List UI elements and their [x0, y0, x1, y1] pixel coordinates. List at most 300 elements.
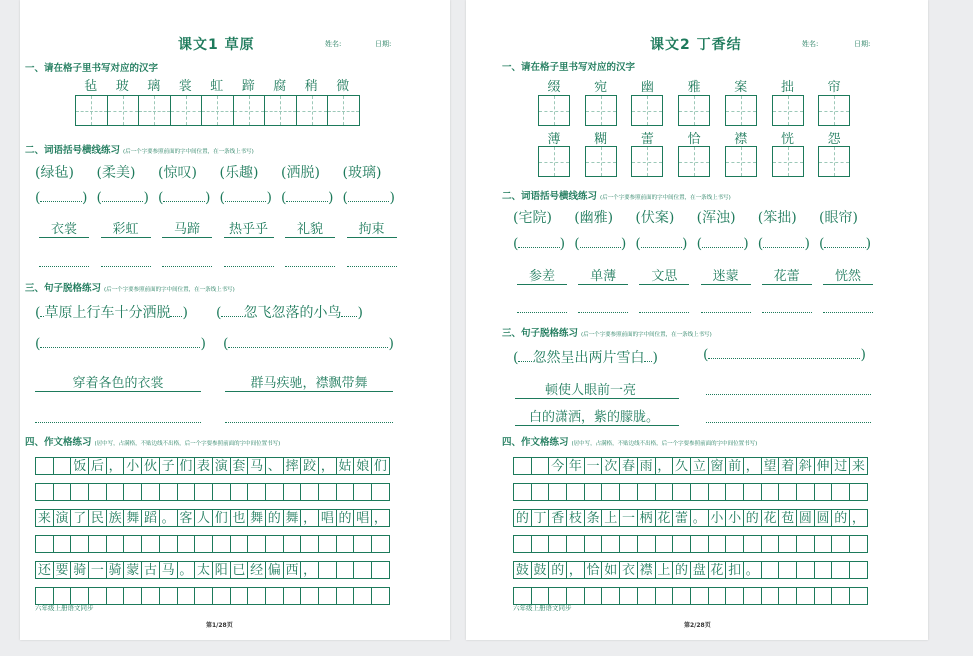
grid-cell: 鼓	[531, 561, 550, 579]
grid-cell	[35, 457, 54, 475]
footer-text: 六年级上册语文同步	[513, 604, 572, 612]
grid-cell	[336, 561, 355, 579]
grid-cell: 一	[619, 509, 638, 527]
grid-cell	[35, 535, 54, 553]
grid-cell	[194, 535, 213, 553]
writing-box	[585, 146, 617, 177]
grid-cell: 骑	[70, 561, 89, 579]
paren-word-text: 笨拙	[763, 210, 792, 226]
writing-box	[170, 95, 203, 126]
blank-line	[285, 266, 335, 267]
grid-cell	[637, 483, 656, 501]
writing-box	[772, 146, 804, 177]
grid-cell: 姑	[336, 457, 355, 475]
blank-line	[823, 312, 873, 313]
grid-cell	[548, 483, 567, 501]
grid-cell	[70, 483, 89, 501]
grid-cell: 花	[655, 509, 674, 527]
grid-cell	[655, 483, 674, 501]
grid-cell: 跤	[300, 457, 319, 475]
writing-box	[538, 95, 570, 126]
paren-word-text: 浑浊	[702, 210, 731, 226]
grid-cell	[814, 587, 833, 605]
empty-paren: ( )	[819, 236, 872, 252]
grid-cell: 的	[265, 509, 284, 527]
grid-cell: 鼓	[513, 561, 532, 579]
line-word: 参差	[517, 265, 567, 285]
section-3-heading: 三、句子脱格练习 (后一个字要参照前面的字中间位置，在一条线上书写)	[502, 328, 712, 339]
empty-paren: ( )	[223, 336, 394, 352]
grid-cell: ，	[655, 457, 674, 475]
grid-cell: 偏	[265, 561, 284, 579]
grid-cell: ，	[300, 561, 319, 579]
grid-cell: 摔	[283, 457, 302, 475]
grid-cell	[106, 483, 125, 501]
grid-cell	[778, 587, 797, 605]
grid-cell: 年	[566, 457, 585, 475]
paren-word-text: 乐趣	[224, 165, 253, 181]
grid-cell	[123, 587, 142, 605]
grid-cell: 来	[35, 509, 54, 527]
grid-row	[36, 535, 390, 553]
grid-cell	[194, 483, 213, 501]
empty-paren: ( )	[342, 190, 395, 206]
grid-cell	[849, 483, 868, 501]
paren-word: (洒脱)	[281, 165, 320, 181]
sentence-paren-1: ( 草原上行车十分洒脱 )	[35, 305, 188, 321]
worksheet-page-1	[20, 0, 450, 640]
grid-cell: 套	[230, 457, 249, 475]
blank-line	[578, 312, 628, 313]
grid-cell: 的	[513, 509, 532, 527]
grid-row	[514, 509, 868, 527]
grid-cell: 马	[159, 561, 178, 579]
empty-paren: ( )	[35, 190, 88, 206]
paren-word-text: 玻璃	[347, 165, 376, 181]
grid-cell: ，	[106, 457, 125, 475]
grid-cell: ，	[300, 509, 319, 527]
writing-box	[201, 95, 234, 126]
name-label: 姓名:	[802, 40, 819, 48]
grid-cell: 上	[655, 561, 674, 579]
grid-cell: 们	[177, 457, 196, 475]
grid-cell	[831, 535, 850, 553]
grid-cell	[619, 483, 638, 501]
grid-cell	[88, 483, 107, 501]
grid-cell	[743, 535, 762, 553]
paren-word: (宅院)	[513, 210, 552, 226]
grid-cell	[141, 535, 160, 553]
grid-cell	[566, 483, 585, 501]
grid-cell	[371, 483, 390, 501]
grid-cell	[778, 535, 797, 553]
grid-cell	[584, 535, 603, 553]
grid-cell: 子	[159, 457, 178, 475]
grid-cell	[619, 587, 638, 605]
char-label: 襟	[734, 132, 748, 147]
section-4-heading: 四、作文格练习 (居中写，占满格，不贴边线不出格，后一个字要参照前面的字中间位置书写)	[502, 437, 758, 448]
writing-box	[75, 95, 108, 126]
grid-cell	[230, 535, 249, 553]
name-label: 姓名:	[325, 40, 342, 48]
grid-cell	[637, 587, 656, 605]
grid-cell	[814, 561, 833, 579]
char-label: 怨	[827, 132, 841, 147]
grid-cell: 舞	[283, 509, 302, 527]
grid-cell	[88, 535, 107, 553]
sentence-line-1: 穿着各色的衣裳	[35, 372, 201, 392]
line-word: 彩虹	[101, 218, 151, 238]
grid-cell	[690, 483, 709, 501]
grid-cell	[353, 561, 372, 579]
grid-cell: 要	[53, 561, 72, 579]
grid-cell: ，	[566, 561, 585, 579]
grid-cell: 枝	[566, 509, 585, 527]
grid-cell: 小	[708, 509, 727, 527]
grid-cell: 雨	[637, 457, 656, 475]
grid-cell	[318, 535, 337, 553]
footer-text: 六年级上册语文同步	[35, 604, 94, 612]
grid-cell	[194, 587, 213, 605]
grid-cell: 斜	[796, 457, 815, 475]
grid-cell: 骑	[106, 561, 125, 579]
grid-cell	[513, 483, 532, 501]
grid-cell	[247, 587, 266, 605]
line-word: 恍然	[823, 265, 873, 285]
grid-cell	[318, 587, 337, 605]
blank-line	[639, 312, 689, 313]
grid-cell	[672, 535, 691, 553]
grid-cell	[247, 483, 266, 501]
grid-cell: 们	[371, 457, 390, 475]
grid-cell: ，	[849, 509, 868, 527]
grid-cell: 。	[690, 509, 709, 527]
blank-line	[162, 266, 212, 267]
line-word: 拘束	[347, 218, 397, 238]
char-label: 稍	[304, 79, 318, 94]
sentence-paren-1: ( 忽然呈出两片雪白 )	[513, 350, 658, 366]
grid-cell: 丁	[531, 509, 550, 527]
grid-cell	[601, 483, 620, 501]
empty-paren: ( )	[574, 236, 627, 252]
grid-cell: 久	[672, 457, 691, 475]
grid-cell: 一	[88, 561, 107, 579]
blank-line	[706, 422, 871, 423]
grid-cell: 民	[88, 509, 107, 527]
grid-cell	[814, 535, 833, 553]
grid-cell	[761, 535, 780, 553]
grid-cell	[177, 483, 196, 501]
grid-cell	[672, 587, 691, 605]
worksheet-page-2	[466, 0, 928, 640]
grid-cell	[831, 587, 850, 605]
grid-cell: 阳	[212, 561, 231, 579]
section-2-heading: 二、词语括号横线练习 (后一个字要参照前面的字中间位置，在一条线上书写)	[25, 145, 254, 156]
paren-word: (绿毡)	[35, 165, 74, 181]
empty-paren: ( )	[96, 190, 149, 206]
grid-cell: 着	[778, 457, 797, 475]
grid-cell	[336, 535, 355, 553]
grid-cell	[247, 535, 266, 553]
grid-cell: 立	[690, 457, 709, 475]
grid-cell: 恰	[584, 561, 603, 579]
grid-cell	[300, 535, 319, 553]
grid-cell: 舞	[247, 509, 266, 527]
blank-line	[224, 266, 274, 267]
grid-cell	[265, 587, 284, 605]
paren-word: (眼帘)	[819, 210, 858, 226]
empty-paren: ( )	[696, 236, 749, 252]
grid-cell	[796, 587, 815, 605]
grid-cell: 衣	[619, 561, 638, 579]
empty-paren: ( )	[757, 236, 810, 252]
grid-cell	[53, 483, 72, 501]
line-word: 单薄	[578, 265, 628, 285]
grid-cell: ，	[371, 509, 390, 527]
section-4-heading: 四、作文格练习 (居中写，占满格，不贴边线不出格，后一个字要参照前面的字中间位置书写)	[25, 437, 281, 448]
sentence-paren-2: ( 忽飞忽落的小鸟 )	[216, 305, 363, 321]
grid-cell: 了	[70, 509, 89, 527]
char-label: 缀	[547, 80, 561, 95]
grid-cell: 扣	[725, 561, 744, 579]
grid-cell	[672, 483, 691, 501]
grid-cell: 舞	[123, 509, 142, 527]
grid-cell: ，	[318, 457, 337, 475]
paren-word: (伏案)	[635, 210, 675, 226]
grid-cell: 蒙	[123, 561, 142, 579]
grid-cell	[318, 483, 337, 501]
grid-row	[36, 509, 390, 527]
char-label: 薄	[547, 132, 561, 147]
writing-box	[327, 95, 360, 126]
grid-cell	[212, 587, 231, 605]
grid-cell: 圆	[814, 509, 833, 527]
grid-cell: 窗	[708, 457, 727, 475]
grid-cell: 饭	[70, 457, 89, 475]
grid-cell	[230, 587, 249, 605]
paren-word: (浑浊)	[696, 210, 736, 226]
grid-cell: 襟	[637, 561, 656, 579]
grid-cell: 春	[619, 457, 638, 475]
grid-cell	[371, 561, 390, 579]
page-title: 课文2 丁香结	[650, 37, 742, 53]
sentence-line-1: 顿使人眼前一亮	[515, 379, 679, 399]
grid-cell: 古	[141, 561, 160, 579]
grid-cell	[353, 535, 372, 553]
grid-cell	[336, 587, 355, 605]
line-word: 迷蒙	[701, 265, 751, 285]
grid-cell	[283, 587, 302, 605]
grid-cell	[690, 587, 709, 605]
grid-cell: 。	[743, 561, 762, 579]
grid-cell: 的	[672, 561, 691, 579]
grid-cell	[778, 483, 797, 501]
empty-paren: ( )	[35, 336, 206, 352]
grid-cell	[159, 483, 178, 501]
date-label: 日期:	[375, 40, 392, 48]
grid-cell	[513, 457, 532, 475]
paren-word-text: 惊叹	[163, 165, 192, 181]
grid-cell: 香	[548, 509, 567, 527]
grid-cell: 的	[831, 509, 850, 527]
grid-cell	[708, 535, 727, 553]
grid-cell	[531, 535, 550, 553]
grid-cell	[177, 535, 196, 553]
grid-cell	[531, 457, 550, 475]
grid-cell: 蕾	[672, 509, 691, 527]
date-label: 日期:	[854, 40, 871, 48]
blank-line	[35, 422, 201, 423]
grid-cell: 唱	[353, 509, 372, 527]
grid-cell: 、	[265, 457, 284, 475]
grid-cell	[796, 535, 815, 553]
grid-row	[514, 561, 868, 579]
grid-cell: 蹈	[141, 509, 160, 527]
paren-word-text: 柔美	[101, 165, 130, 181]
grid-cell: 的	[336, 509, 355, 527]
grid-cell	[212, 535, 231, 553]
grid-cell	[283, 483, 302, 501]
grid-cell: 次	[601, 457, 620, 475]
grid-cell	[106, 587, 125, 605]
grid-cell	[300, 587, 319, 605]
section-1-heading: 一、请在格子里书写对应的汉字	[25, 63, 159, 74]
grid-row	[36, 561, 390, 579]
blank-line	[225, 422, 393, 423]
writing-box	[538, 146, 570, 177]
paren-word: (幽雅)	[574, 210, 614, 226]
grid-cell	[548, 535, 567, 553]
grid-cell	[655, 535, 674, 553]
writing-box	[725, 95, 757, 126]
grid-cell	[35, 483, 54, 501]
grid-row	[36, 457, 390, 475]
grid-cell: 客	[177, 509, 196, 527]
grid-cell	[725, 535, 744, 553]
grid-cell: 前	[725, 457, 744, 475]
grid-cell	[531, 483, 550, 501]
grid-cell	[814, 483, 833, 501]
grid-row	[514, 483, 868, 501]
grid-cell	[70, 535, 89, 553]
writing-box	[233, 95, 266, 126]
writing-box	[678, 146, 710, 177]
grid-cell	[371, 587, 390, 605]
paren-word: (玻璃)	[342, 165, 382, 181]
grid-cell	[123, 535, 142, 553]
grid-cell: 后	[88, 457, 107, 475]
grid-cell	[159, 587, 178, 605]
grid-cell	[318, 561, 337, 579]
grid-cell: 盘	[690, 561, 709, 579]
grid-cell: 人	[194, 509, 213, 527]
grid-cell	[584, 587, 603, 605]
grid-cell	[123, 483, 142, 501]
char-label: 毡	[84, 79, 98, 94]
grid-cell	[601, 535, 620, 553]
grid-cell	[53, 457, 72, 475]
grid-cell: 伸	[814, 457, 833, 475]
grid-cell: 唱	[318, 509, 337, 527]
writing-box	[631, 146, 663, 177]
writing-box	[296, 95, 329, 126]
grid-cell	[566, 535, 585, 553]
grid-cell: 伙	[141, 457, 160, 475]
writing-box	[678, 95, 710, 126]
grid-cell: 已	[230, 561, 249, 579]
page-number: 第2/28页	[684, 622, 711, 629]
grid-cell	[106, 535, 125, 553]
grid-cell: 圆	[796, 509, 815, 527]
grid-cell	[300, 483, 319, 501]
grid-cell: 条	[584, 509, 603, 527]
grid-cell	[796, 561, 815, 579]
grid-cell	[761, 587, 780, 605]
grid-cell: 花	[708, 561, 727, 579]
empty-paren: ( )	[219, 190, 272, 206]
section-3-heading: 三、句子脱格练习 (后一个字要参照前面的字中间位置，在一条线上书写)	[25, 283, 235, 294]
grid-cell: 们	[212, 509, 231, 527]
grid-cell: 太	[194, 561, 213, 579]
char-label: 雅	[687, 80, 701, 95]
grid-cell: 花	[761, 509, 780, 527]
grid-cell: 。	[159, 509, 178, 527]
grid-cell	[177, 587, 196, 605]
grid-cell	[831, 483, 850, 501]
sentence-line-2: 白的潇洒，紫的朦胧。	[515, 406, 679, 426]
grid-cell: 如	[601, 561, 620, 579]
grid-cell	[743, 483, 762, 501]
grid-cell: 族	[106, 509, 125, 527]
page-title: 课文1 草原	[178, 37, 255, 53]
char-label: 玻	[115, 79, 129, 94]
grid-cell	[513, 535, 532, 553]
writing-box	[138, 95, 171, 126]
page-number: 第1/28页	[206, 622, 233, 629]
char-label: 帘	[827, 80, 841, 95]
grid-cell	[637, 535, 656, 553]
grid-cell	[371, 535, 390, 553]
grid-cell	[690, 535, 709, 553]
grid-cell	[584, 483, 603, 501]
grid-cell	[212, 483, 231, 501]
grid-row	[514, 457, 868, 475]
grid-cell: 演	[53, 509, 72, 527]
paren-word-text: 宅院	[518, 210, 547, 226]
paren-word-text: 洒脱	[286, 165, 315, 181]
char-label: 拙	[780, 80, 794, 95]
grid-cell	[230, 483, 249, 501]
grid-cell: 今	[548, 457, 567, 475]
grid-cell	[831, 561, 850, 579]
grid-cell: 望	[761, 457, 780, 475]
grid-cell	[141, 587, 160, 605]
paren-word-text: 幽雅	[579, 210, 608, 226]
grid-cell: 经	[247, 561, 266, 579]
char-label: 蹄	[241, 79, 255, 94]
paren-word-text: 绿毡	[40, 165, 69, 181]
grid-cell: 马	[247, 457, 266, 475]
char-label: 恍	[780, 132, 794, 147]
char-label: 裳	[178, 79, 192, 94]
grid-cell: 一	[584, 457, 603, 475]
grid-cell: 苞	[778, 509, 797, 527]
grid-cell	[265, 483, 284, 501]
writing-box	[818, 146, 850, 177]
grid-cell: 过	[831, 457, 850, 475]
grid-cell: ，	[743, 457, 762, 475]
grid-cell	[849, 587, 868, 605]
